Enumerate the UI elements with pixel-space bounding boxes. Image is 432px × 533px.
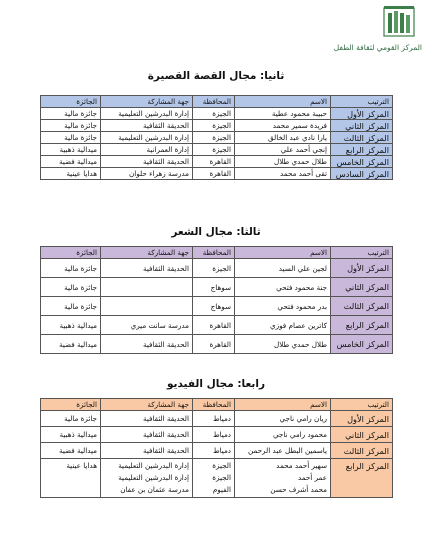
governorate-cell: الجيزة [193,120,235,132]
rank-cell: المركز الأول [331,411,393,427]
entity-cell: إدارة العمرانية [101,144,193,156]
name-cell: طلال حمدي طلال [235,335,331,354]
entity-cell: الحديقة الثقافية [101,427,193,443]
governorate-cell: القاهرة [193,168,235,180]
entity-cell: الحديقة الثقافية [101,120,193,132]
column-header-rank: الترتيب [331,96,393,108]
organization-name: المركز القومي لثقافة الطفل [333,43,422,52]
rank-cell: المركز الرابع [331,316,393,335]
section-title-poetry: ثالثا: مجال الشعر [171,226,261,238]
table-row [41,156,393,168]
rank-cell: المركز الرابع [331,144,393,156]
prize-cell: هدايا عينية [41,168,101,180]
entity-cell: إدارة البدرشين التعليمية [101,132,193,144]
name-cell: حبيبة محمود عطية [235,108,331,120]
rank-cell: المركز السادس [331,168,393,180]
column-header-prize: الجائزة [41,96,101,108]
table-row [41,335,393,354]
table-row [41,259,393,278]
entity-cell [101,297,193,316]
column-header-rank: الترتيب [331,399,393,411]
table-row [41,132,393,144]
entity-cell: مدرسة سانت ميري [101,316,193,335]
governorate-cell: سوهاج [193,297,235,316]
governorate-cell: الجيزة [193,108,235,120]
entity-line: إدارة البدرشين التعليمية [118,473,189,482]
entity-cell: الحديقة الثقافية [101,443,193,459]
name-cell: تقى أحمد محمد [235,168,331,180]
column-header-governorate: المحافظة [193,247,235,259]
name-cell: بدر محمود فتحي [235,297,331,316]
table-row [41,411,393,427]
governorate-line: الجيزة [212,461,231,470]
center-logo-icon [382,4,416,38]
column-header-governorate: المحافظة [193,399,235,411]
video-table [40,398,393,498]
prize-cell: ميدالية ذهبية [41,427,101,443]
entity-cell: الحديقة الثقافية [101,411,193,427]
governorate-cell: الجيزة [193,132,235,144]
rank-cell: المركز الثالث [331,443,393,459]
column-header-entity: جهة المشاركة [101,247,193,259]
table-row [41,427,393,443]
name-cell: إنجي أحمد علي [235,144,331,156]
governorate-cell: الجيزة [193,144,235,156]
section-title-short-story: ثانيا: مجال القصة القصيرة [147,70,285,82]
table-header-row [41,247,393,259]
poetry-table [40,246,393,354]
header [302,4,422,56]
rank-cell: المركز الخامس [331,335,393,354]
governorate-cell: الجيزة [193,259,235,278]
governorate-cell [193,459,235,498]
prize-cell: ميدالية فضية [41,335,101,354]
name-cell: محمود رامي ناجي [235,427,331,443]
entity-cell [101,278,193,297]
column-header-name: الاسم [235,96,331,108]
rank-cell: المركز الثاني [331,427,393,443]
rank-cell: المركز الرابع [331,459,393,498]
prize-cell: جائزة مالية [41,411,101,427]
table-row [41,144,393,156]
name-cell: جنة محمود فتحي [235,278,331,297]
entity-cell: الحديقة الثقافية [101,335,193,354]
prize-cell: ميدالية ذهبية [41,316,101,335]
table-row [41,459,393,498]
section-title-video: رابعا: مجال الفيديو [166,378,266,390]
rank-cell: المركز الثاني [331,120,393,132]
name-line: عمر أحمد [297,473,327,482]
prize-cell: هدايا عينية [41,459,101,498]
table-row [41,168,393,180]
entity-cell: مدرسة زهراء حلوان [101,168,193,180]
governorate-cell: دمياط [193,427,235,443]
name-cell: لجين علي السيد [235,259,331,278]
column-header-entity: جهة المشاركة [101,96,193,108]
prize-cell: جائزة مالية [41,132,101,144]
governorate-cell: القاهرة [193,316,235,335]
rank-cell: المركز الثالث [331,297,393,316]
column-header-entity: جهة المشاركة [101,399,193,411]
prize-cell: جائزة مالية [41,108,101,120]
entity-cell: إدارة البدرشين التعليمية [101,108,193,120]
name-cell: يارا نادي عبد الخالق [235,132,331,144]
governorate-cell: القاهرة [193,156,235,168]
table-row [41,278,393,297]
table-row [41,443,393,459]
table-row [41,108,393,120]
name-cell: ريان رامي ناجي [235,411,331,427]
column-header-rank: الترتيب [331,247,393,259]
prize-cell: جائزة مالية [41,120,101,132]
column-header-governorate: المحافظة [193,96,235,108]
name-cell: كاترين عصام فوزي [235,316,331,335]
prize-cell: ميدالية ذهبية [41,144,101,156]
rank-cell: المركز الثالث [331,132,393,144]
entity-cell [101,459,193,498]
name-cell [235,459,331,498]
column-header-prize: الجائزة [41,247,101,259]
table-row [41,316,393,335]
governorate-line: الفيوم [212,485,231,494]
column-header-name: الاسم [235,247,331,259]
table-row [41,120,393,132]
entity-cell: الحديقة الثقافية [101,156,193,168]
entity-line: مدرسة عثمان بن عفان [120,485,189,494]
name-line: محمد أشرف حسن [270,485,327,494]
name-cell: فريدة سمير محمد [235,120,331,132]
prize-cell: ميدالية فضية [41,156,101,168]
governorate-cell: سوهاج [193,278,235,297]
governorate-cell: القاهرة [193,335,235,354]
prize-cell: ميدالية فضية [41,443,101,459]
governorate-line: الجيزة [212,473,231,482]
entity-cell: الحديقة الثقافية [101,259,193,278]
short-story-table [40,95,393,180]
governorate-cell: دمياط [193,411,235,427]
rank-cell: المركز الثاني [331,278,393,297]
column-header-prize: الجائزة [41,399,101,411]
column-header-name: الاسم [235,399,331,411]
entity-line: إدارة البدرشين التعليمية [118,461,189,470]
rank-cell: المركز الأول [331,259,393,278]
rank-cell: المركز الأول [331,108,393,120]
table-header-row [41,399,393,411]
prize-cell: جائزة مالية [41,278,101,297]
rank-cell: المركز الخامس [331,156,393,168]
prize-cell: جائزة مالية [41,259,101,278]
governorate-cell: دمياط [193,443,235,459]
name-cell: ياسمين البطل عبد الرحمن [235,443,331,459]
name-line: سهير أحمد محمد [276,461,327,470]
prize-cell: جائزة مالية [41,297,101,316]
table-row [41,297,393,316]
table-header-row [41,96,393,108]
name-cell: طلال حمدي طلال [235,156,331,168]
